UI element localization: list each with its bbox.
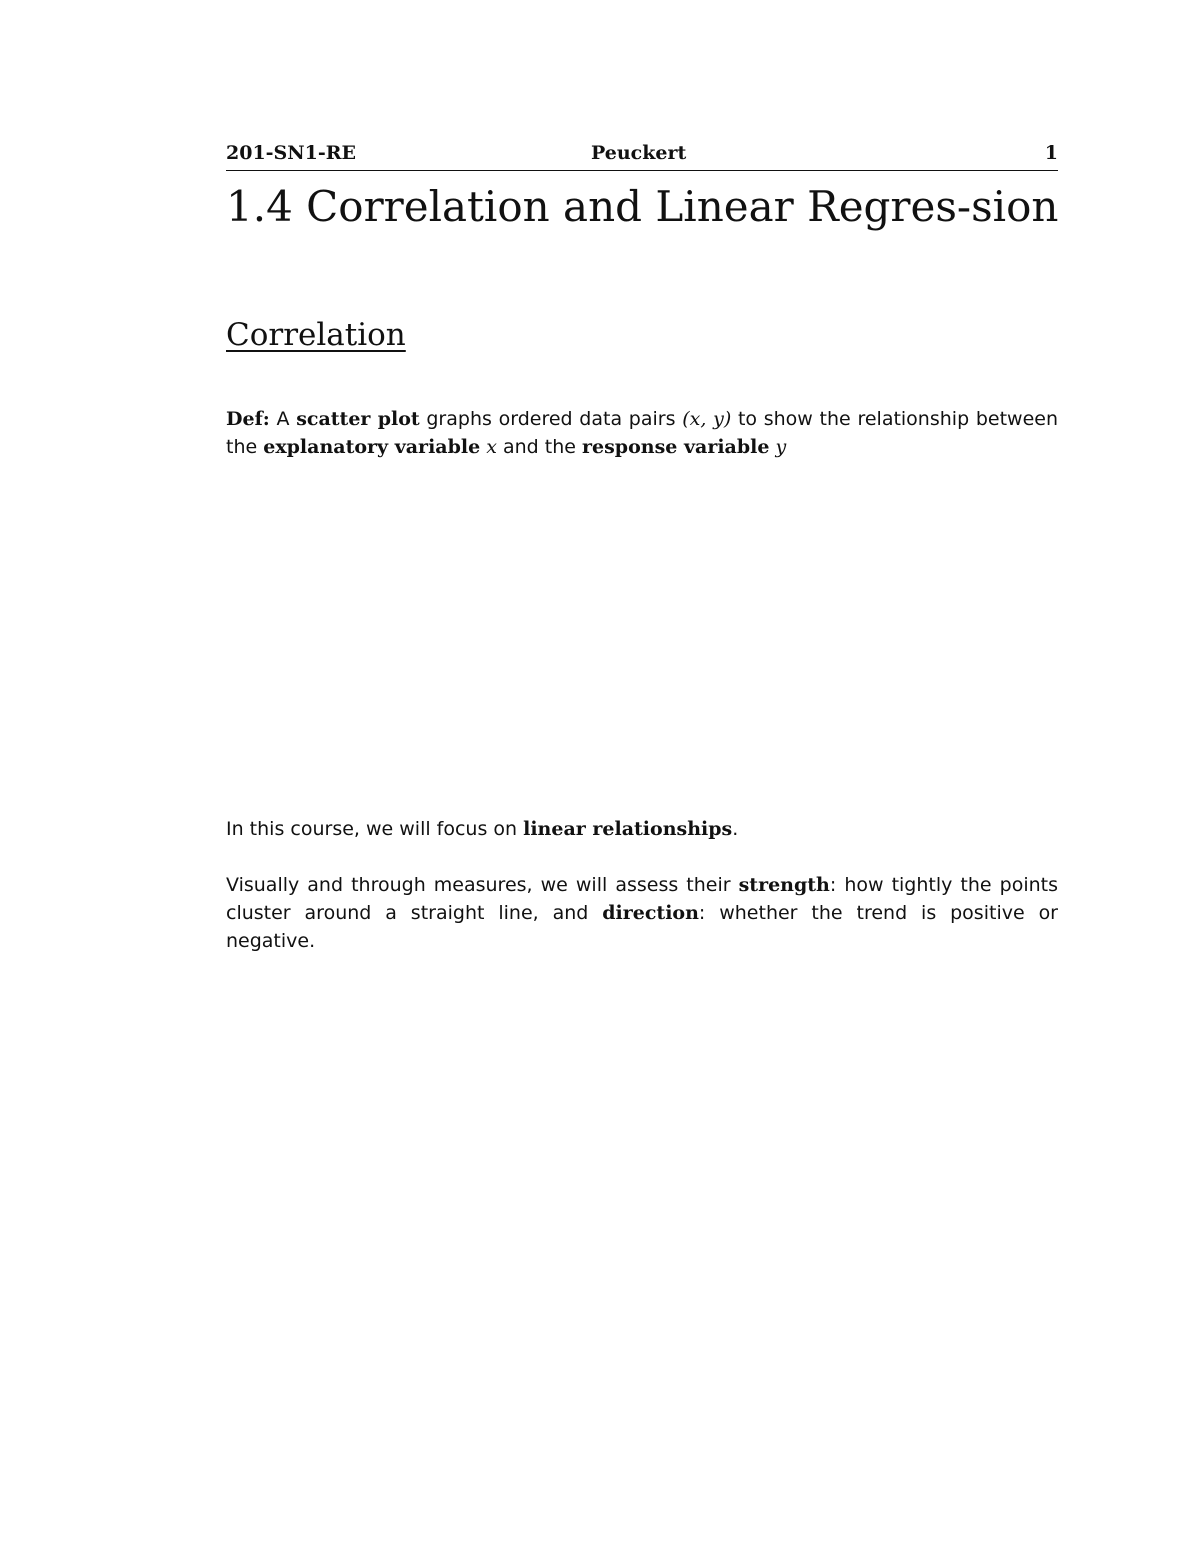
subsection-title: Correlation bbox=[226, 317, 406, 353]
assess-text: : whether the trend is positive or negative. bbox=[226, 902, 1058, 952]
ordered-pair: (x, y) bbox=[682, 408, 732, 430]
focus-paragraph bbox=[226, 815, 1058, 843]
term-direction: direction bbox=[602, 902, 699, 924]
term-strength: strength bbox=[738, 874, 830, 896]
assess-text: Visually and through measures, we will assess their bbox=[226, 874, 739, 896]
definition-text: to show the relationship between the bbox=[226, 408, 1059, 458]
term-scatter-plot: scatter plot bbox=[296, 408, 420, 430]
page-number: 1 bbox=[1044, 142, 1058, 164]
focus-text: In this course, we will focus on bbox=[226, 818, 524, 840]
definition-text: A bbox=[269, 408, 297, 430]
section-title: 1.4 Correlation and Linear Regres-sion bbox=[226, 182, 1059, 231]
definition-text: and the bbox=[496, 436, 582, 458]
term-linear-relationships: linear relationships bbox=[523, 818, 733, 840]
running-header bbox=[226, 140, 1058, 171]
assess-text: : how tightly the points cluster around a straight line, and bbox=[226, 874, 1058, 924]
focus-text: . bbox=[732, 818, 739, 840]
definition-label: Def: bbox=[226, 408, 270, 430]
variable-x: x bbox=[480, 436, 497, 458]
term-response-variable: response variable bbox=[582, 436, 770, 458]
author-name: Peuckert bbox=[591, 142, 687, 164]
term-explanatory-variable: explanatory variable bbox=[263, 436, 481, 458]
variable-y: y bbox=[769, 436, 787, 458]
assess-paragraph bbox=[226, 871, 1058, 955]
definition-paragraph bbox=[226, 405, 1058, 461]
definition-text: graphs ordered data pairs bbox=[419, 408, 683, 430]
course-code: 201-SN1-RE bbox=[226, 142, 357, 164]
